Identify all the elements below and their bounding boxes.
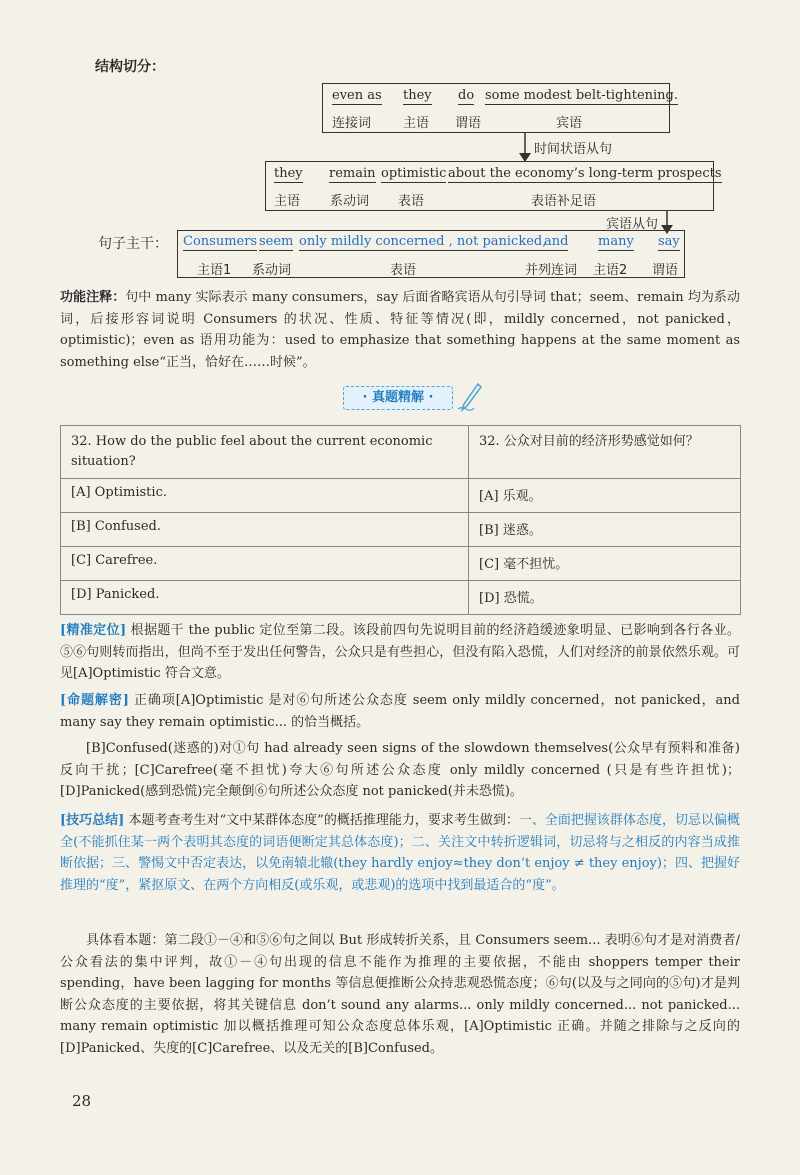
tips-text-b: 一、全面把握该群体态度，切忌以偏概全(不能抓住某一两个表明其态度的词语便断定其总体态度)；二、关注文中转折逻辑词，切忌将与之相反的内容当成推断依据；三、警惕文中否定表达，以免南辕北辙(they hardly enjoy≈they don’t enjoy ≠ they enjoy)；四、把握好推理的“度”，紧抠原文、在两个方向相反(或乐观，或悲观)的选项中找到最适合的“度”。 [60, 813, 740, 893]
option-b-en: [B] Confused. [61, 513, 469, 547]
option-a-en: [A] Optimistic. [61, 479, 469, 513]
positioning-tag: [精准定位] [60, 623, 127, 638]
question-table [60, 425, 741, 615]
box2-label-2: 表语 [398, 194, 425, 209]
decoding-text: 正确项[A]Optimistic 是对⑥句所述公众态度 seem only mildly concerned，not panicked，and many say they remain optimistic... 的恰当概括。 [60, 693, 740, 730]
option-d-cn: [D] 恐慌。 [469, 581, 741, 615]
box1-word-2: do [458, 88, 475, 103]
box3-label-3: 并列连词 [525, 263, 578, 278]
function-note-tag: 功能注释： [60, 290, 126, 305]
box3-word-2: only mildly concerned , not panicked, [299, 234, 547, 249]
box2-label-3: 表语补足语 [531, 194, 597, 209]
box1-word-0: even as [332, 88, 382, 103]
box2-word-1: remain [329, 166, 376, 181]
table-row [61, 513, 741, 547]
table-row [61, 479, 741, 513]
tips-text-a: 本题考查考生对“文中某群体态度”的概括推理能力，要求考生做到： [124, 813, 519, 828]
down-arrow-icon [518, 133, 532, 163]
table-row [61, 426, 741, 479]
decoding-tag: [命题解密] [60, 693, 129, 708]
page-number: 28 [72, 1092, 92, 1110]
box2-label-0: 主语 [274, 194, 301, 209]
box3-label-2: 表语 [390, 263, 417, 278]
paragraph-positioning [60, 620, 740, 685]
box1-label-1: 主语 [403, 116, 430, 131]
question-stem-en: 32. How do the public feel about the current economic situation? [61, 426, 469, 479]
box1-word-1: they [403, 88, 432, 103]
box1-word-3: some modest belt-tightening. [485, 88, 678, 103]
option-b-cn: [B] 迷惑。 [469, 513, 741, 547]
box3-word-4: many [598, 234, 634, 249]
box1-label-0: 连接词 [332, 116, 372, 131]
function-note [60, 287, 740, 373]
option-a-cn: [A] 乐观。 [469, 479, 741, 513]
tips-tag: [技巧总结] [60, 813, 125, 828]
box3-word-3: and [544, 234, 569, 249]
arrow2-label: 宾语从句 [606, 217, 659, 232]
question-stem-cn: 32. 公众对目前的经济形势感觉如何？ [469, 426, 741, 479]
distractors-text: [B]Confused(迷惑的)对①句 had already seen signs of the slowdown themselves(公众早有预料和准备)反向干扰；[C]Carefree(毫不担忧)夸大⑥句所述公众态度 only mildly concerned (只是有些许担忧)；[D]Panicked(感到恐慌)完全颠倒⑥句所述公众态度 not panicked(并未恐慌)。 [60, 741, 740, 799]
box2-word-0: they [274, 166, 303, 181]
box2-label-1: 系动词 [330, 194, 370, 209]
function-note-text: 句中 many 实际表示 many consumers，say 后面省略宾语从句引导词 that；seem、remain 均为系动词，后接形容词说明 Consumers 的状况、性质、特征等情况(即，mildly concerned，not panicked，optimistic)；even as 语用功能为：used to emphasize that something happens at the same moment as something else“正当，恰好在……时候”。 [60, 290, 740, 370]
section-banner: · 真题精解 · [343, 386, 453, 410]
specific-text: 具体看本题：第二段①－④和⑤⑥句之间以 But 形成转折关系，且 Consumers seem... 表明⑥句才是对消费者/公众看法的集中评判，故①－④句出现的信息不能作为推理的主要依据，不能由 shoppers temper their spending，have been lagging for months 等信息便推断公众持悲观恐慌态度；⑥句(以及与之同向的⑤句)才是判断公众态度的主要依据，将其关键信息 don’t sound any alarms... only mildly concerned... not panicked... many remain optimistic 加以概括推理可知公众态度总体乐观，[A]Optimistic 正确。并随之排除与之反向的[D]Panicked、失度的[C]Carefree、以及无关的[B]Confused。 [60, 933, 740, 1056]
box3-label-0: 主语1 [197, 263, 232, 278]
paragraph-distractors [60, 738, 740, 803]
table-row [61, 581, 741, 615]
positioning-text: 根据题干 the public 定位至第二段。该段前四句先说明目前的经济趋缓迹象明显、已影响到各行各业。⑤⑥句则转而指出，但尚不至于发出任何警告，公众只是有些担心，但没有陷入恐慌，人们对经济的前景依然乐观。可见[A]Optimistic 符合文意。 [60, 623, 740, 681]
table-row [61, 547, 741, 581]
box3-label-5: 谓语 [652, 263, 679, 278]
box3-label-4: 主语2 [593, 263, 628, 278]
option-c-en: [C] Carefree. [61, 547, 469, 581]
pen-icon [456, 382, 482, 412]
box1-label-2: 谓语 [455, 116, 482, 131]
box3-label-1: 系动词 [252, 263, 292, 278]
paragraph-specific [60, 930, 740, 1059]
box3-word-5: say [658, 234, 680, 249]
arrow1-label: 时间状语从句 [534, 142, 613, 157]
box1-label-3: 宾语 [556, 116, 583, 131]
box2-word-3: about the economy’s long-term prospects [448, 166, 722, 181]
box3-word-1: seem [259, 234, 294, 249]
main-clause-label: 句子主干： [98, 236, 168, 252]
box2-word-2: optimistic [381, 166, 447, 181]
section-title: 结构切分： [95, 59, 165, 75]
option-c-cn: [C] 毫不担忧。 [469, 547, 741, 581]
paragraph-decoding [60, 690, 740, 733]
paragraph-tips [60, 810, 740, 896]
box3-word-0: Consumers [183, 234, 258, 249]
option-d-en: [D] Panicked. [61, 581, 469, 615]
